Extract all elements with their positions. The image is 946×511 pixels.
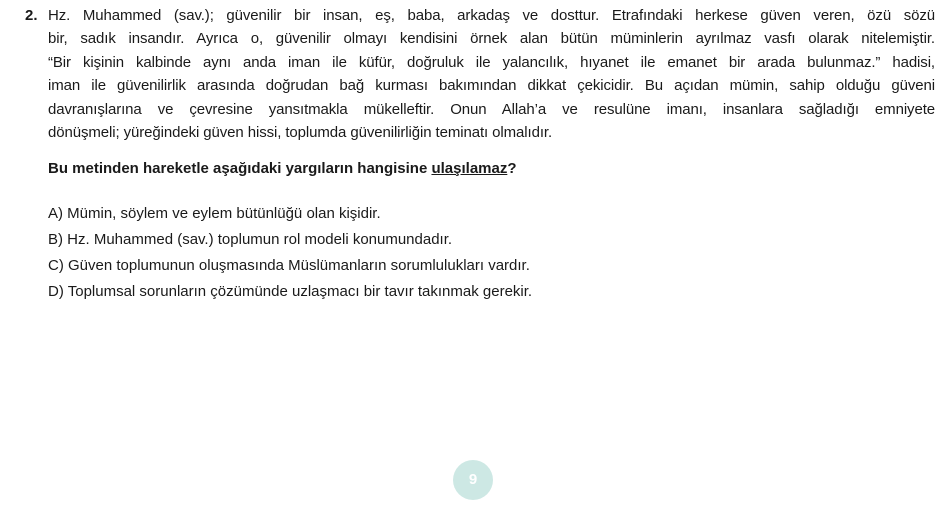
question-number: 2. [25, 7, 38, 24]
answer-options [48, 201, 532, 305]
passage-line: “Bir kişinin kalbinde aynı anda iman ile küfür, doğruluk ile yalancılık, hıyanet ile emanet bir arada bulunmaz.” hadisi, [48, 53, 935, 71]
question-passage [48, 4, 935, 144]
question-prompt [48, 157, 517, 180]
option-a[interactable]: A) Mümin, söylem ve eylem bütünlüğü olan kişidir. [48, 205, 381, 222]
prompt-underlined-word: ulaşılamaz [431, 160, 508, 177]
prompt-question-mark: ? [507, 160, 517, 177]
option-b[interactable]: B) Hz. Muhammed (sav.) toplumun rol modeli konumundadır. [48, 231, 453, 248]
passage-line: iman ile güvenilirlik arasında doğrudan bağ kurması bakımından dikkat çekicidir. Bu açıdan mümin, sahip olduğu güveni [48, 77, 935, 95]
prompt-text: Bu metinden hareketle aşağıdaki yargıların hangisine [48, 160, 432, 177]
option-d[interactable]: D) Toplumsal sorunların çözümünde uzlaşmacı bir tavır takınmak gerekir. [48, 283, 533, 300]
passage-line: davranışlarına ve çevresine yansıtmakla mükelleftir. Onun Allah’a ve resulüne imanı, insanlara sağladığı emniyete [48, 100, 935, 118]
passage-line: Hz. Muhammed (sav.); güvenilir bir insan, eş, baba, arkadaş ve dosttur. Etrafındaki herkese güven veren, özü sözü [48, 7, 935, 24]
option-c[interactable]: C) Güven toplumunun oluşmasında Müslümanların sorumlulukları vardır. [48, 257, 530, 274]
passage-line: dönüşmeli; yüreğindeki güven hissi, toplumda güvenilirliğin teminatı olmalıdır. [48, 123, 553, 141]
page-number-badge: 9 [453, 460, 493, 500]
passage-line: bir, sadık insandır. Ayrıca o, güvenilir olmayı kendisini örnek alan bütün müminlerin ayrılmaz vasfı olarak nitelemiştir. [48, 30, 935, 48]
